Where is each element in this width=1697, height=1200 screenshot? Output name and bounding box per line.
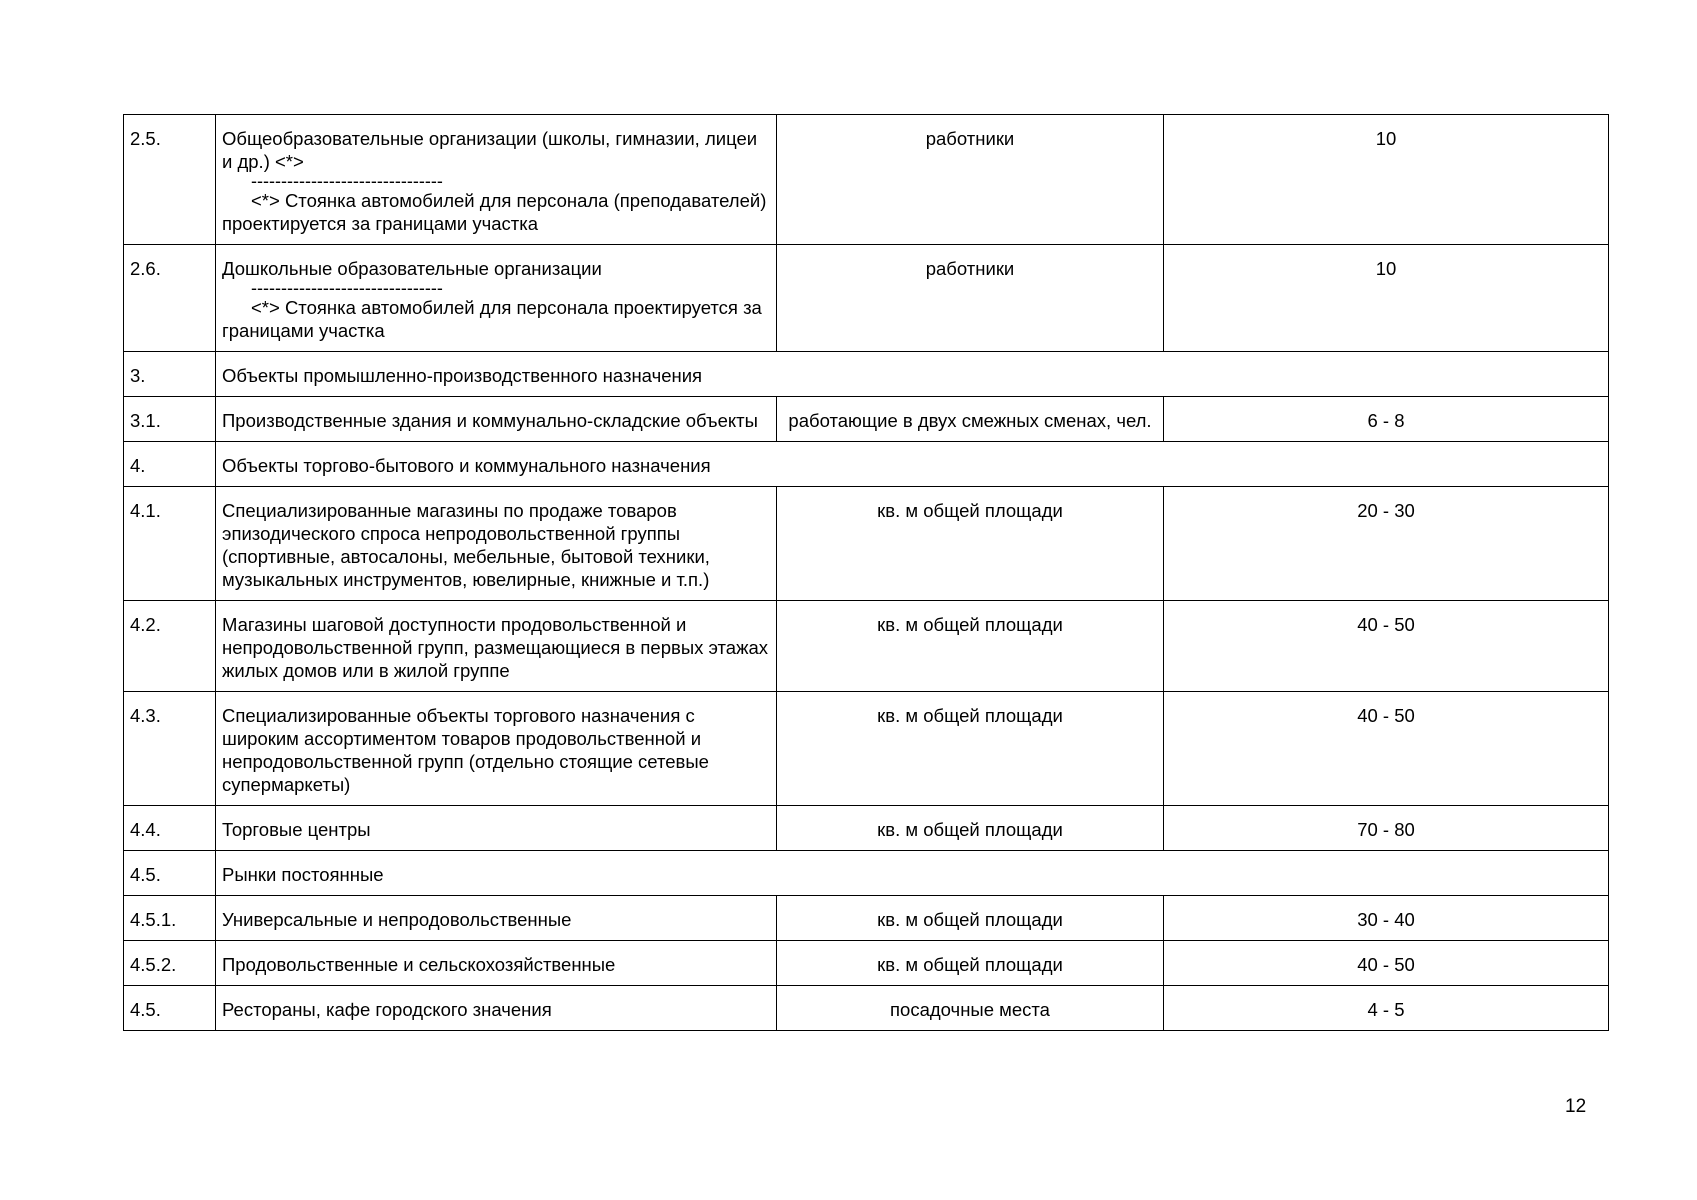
page-number: 12 <box>1565 1096 1587 1117</box>
object-name: Рестораны, кафе городского значения <box>216 986 777 1031</box>
value-cell: 10 <box>1164 245 1609 352</box>
unit-cell: кв. м общей площади <box>777 601 1164 692</box>
object-name: Дошкольные образовательные организации <box>222 258 602 279</box>
unit-cell: кв. м общей площади <box>777 941 1164 986</box>
row-number: 4.4. <box>124 806 216 851</box>
table-row <box>124 245 1609 352</box>
section-row <box>124 442 1609 487</box>
value-cell: 6 - 8 <box>1164 397 1609 442</box>
table-row <box>124 692 1609 806</box>
value-cell: 20 - 30 <box>1164 487 1609 601</box>
value-cell: 4 - 5 <box>1164 986 1609 1031</box>
object-name: Продовольственные и сельскохозяйственные <box>216 941 777 986</box>
table-row <box>124 601 1609 692</box>
table-row <box>124 896 1609 941</box>
section-row <box>124 851 1609 896</box>
table-row <box>124 941 1609 986</box>
value-cell: 40 - 50 <box>1164 941 1609 986</box>
footnote-separator: -------------------------------- <box>251 280 443 296</box>
object-name: Специализированные магазины по продаже товаров эпизодического спроса непродовольственной группы (спортивные, автосалоны, мебельные, бытовой техники, музыкальных инструментов, ювелирные, книжные и т.п.) <box>216 487 777 601</box>
table-row <box>124 115 1609 245</box>
unit-cell: кв. м общей площади <box>777 487 1164 601</box>
unit-cell: кв. м общей площади <box>777 692 1164 806</box>
table-row <box>124 487 1609 601</box>
unit-cell: работники <box>777 245 1164 352</box>
section-title: Объекты торгово-бытового и коммунального назначения <box>216 442 1609 487</box>
section-title: Объекты промышленно-производственного назначения <box>216 352 1609 397</box>
row-number: 4. <box>124 442 216 487</box>
object-name: Торговые центры <box>216 806 777 851</box>
section-row <box>124 352 1609 397</box>
value-cell: 40 - 50 <box>1164 692 1609 806</box>
object-name-cell <box>216 245 777 352</box>
row-number: 4.2. <box>124 601 216 692</box>
footnote-text: <*> Стоянка автомобилей для персонала проектируется за границами участка <box>222 297 762 341</box>
row-number: 2.5. <box>124 115 216 245</box>
row-number: 4.5.1. <box>124 896 216 941</box>
table-row <box>124 986 1609 1031</box>
object-name: Магазины шаговой доступности продовольственной и непродовольственной групп, размещающиеся в первых этажах жилых домов или в жилой группе <box>216 601 777 692</box>
row-number: 4.5. <box>124 986 216 1031</box>
object-name-cell <box>216 115 777 245</box>
footnote-text: <*> Стоянка автомобилей для персонала (преподавателей) проектируется за границами участка <box>222 190 767 234</box>
footnote-separator: -------------------------------- <box>251 173 443 189</box>
value-cell: 40 - 50 <box>1164 601 1609 692</box>
table-row <box>124 806 1609 851</box>
row-number: 4.3. <box>124 692 216 806</box>
row-number: 3. <box>124 352 216 397</box>
value-cell: 10 <box>1164 115 1609 245</box>
object-name: Специализированные объекты торгового назначения с широким ассортиментом товаров продовольственной и непродовольственной групп (отдельно стоящие сетевые супермаркеты) <box>216 692 777 806</box>
row-number: 4.5. <box>124 851 216 896</box>
unit-cell: кв. м общей площади <box>777 806 1164 851</box>
row-number: 2.6. <box>124 245 216 352</box>
row-number: 4.5.2. <box>124 941 216 986</box>
unit-cell: работники <box>777 115 1164 245</box>
value-cell: 30 - 40 <box>1164 896 1609 941</box>
row-number: 4.1. <box>124 487 216 601</box>
unit-cell: кв. м общей площади <box>777 896 1164 941</box>
row-number: 3.1. <box>124 397 216 442</box>
unit-cell: посадочные места <box>777 986 1164 1031</box>
parking-norms-table <box>123 114 1609 1031</box>
section-title: Рынки постоянные <box>216 851 1609 896</box>
value-cell: 70 - 80 <box>1164 806 1609 851</box>
object-name: Общеобразовательные организации (школы, гимназии, лицеи и др.) <*> <box>222 128 758 172</box>
table-row <box>124 397 1609 442</box>
unit-cell: работающие в двух смежных сменах, чел. <box>777 397 1164 442</box>
object-name: Производственные здания и коммунально-складские объекты <box>216 397 777 442</box>
object-name: Универсальные и непродовольственные <box>216 896 777 941</box>
